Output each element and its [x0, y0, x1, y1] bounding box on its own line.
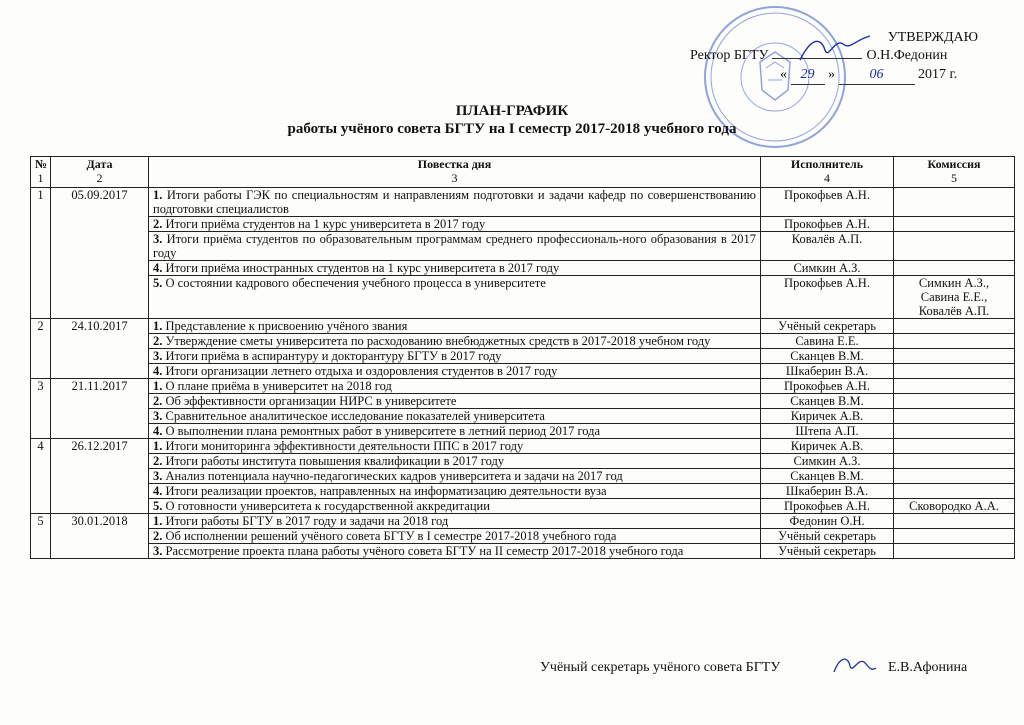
document-title: ПЛАН-ГРАФИК	[455, 103, 569, 119]
agenda-item: 1. Итоги работы ГЭК по специальностям и направлениям подготовки и задачи кафедр по совершенствованию подготовки специалистов	[149, 188, 761, 217]
table-row	[31, 334, 1015, 349]
table-row	[31, 409, 1015, 424]
table-row	[31, 439, 1015, 454]
date-quote-close: »	[828, 67, 835, 82]
executor: Прокофьев А.Н.	[761, 499, 894, 514]
commission	[894, 334, 1015, 349]
executor: Ковалёв А.П.	[761, 232, 894, 261]
meeting-date: 26.12.2017	[51, 439, 149, 514]
rector-rank: Ректор БГТУ	[690, 48, 769, 63]
commission	[894, 484, 1015, 499]
table-row	[31, 484, 1015, 499]
commission: Симкин А.З., Савина Е.Е., Ковалёв А.П.	[894, 276, 1015, 319]
meeting-number: 2	[31, 319, 51, 379]
meeting-date: 24.10.2017	[51, 319, 149, 379]
executor: Учёный секретарь	[761, 544, 894, 559]
agenda-item: 5. О состоянии кадрового обеспечения учебного процесса в университете	[149, 276, 761, 319]
agenda-item: 3. Итоги приёма студентов по образовательным программам среднего профессиональ-ного образования в 2017 году	[149, 232, 761, 261]
table-row	[31, 544, 1015, 559]
approval-month: 06	[839, 65, 915, 85]
executor: Учёный секретарь	[761, 319, 894, 334]
rector-signature	[795, 30, 875, 72]
executor: Прокофьев А.Н.	[761, 379, 894, 394]
table-row	[31, 514, 1015, 529]
table-header-row	[31, 157, 1015, 188]
executor: Прокофьев А.Н.	[761, 276, 894, 319]
agenda-item: 3. Сравнительное аналитическое исследование показателей университета	[149, 409, 761, 424]
agenda-item: 4. Итоги реализации проектов, направленных на информатизацию деятельности вуза	[149, 484, 761, 499]
agenda-item: 1. О плане приёма в университет на 2018 год	[149, 379, 761, 394]
executor: Сканцев В.М.	[761, 349, 894, 364]
header-executor: Исполнитель 4	[761, 157, 894, 188]
commission	[894, 217, 1015, 232]
commission	[894, 261, 1015, 276]
agenda-item: 4. Итоги приёма иностранных студентов на 1 курс университета в 2017 году	[149, 261, 761, 276]
meeting-number: 4	[31, 439, 51, 514]
agenda-item: 3. Анализ потенциала научно-педагогических кадров университета и задачи на 2017 год	[149, 469, 761, 484]
agenda-item: 1. Представление к присвоению учёного звания	[149, 319, 761, 334]
executor: Сканцев В.М.	[761, 469, 894, 484]
agenda-item: 2. Утверждение сметы университета по расходованию внебюджетных средств в 2017-2018 учебном году	[149, 334, 761, 349]
agenda-item: 3. Итоги приёма в аспирантуру и докторантуру БГТУ в 2017 году	[149, 349, 761, 364]
executor: Прокофьев А.Н.	[761, 217, 894, 232]
executor: Киричек А.В.	[761, 439, 894, 454]
agenda-item: 2. Итоги работы института повышения квалификации в 2017 году	[149, 454, 761, 469]
agenda-item: 4. Итоги организации летнего отдыха и оздоровления студентов в 2017 году	[149, 364, 761, 379]
commission	[894, 529, 1015, 544]
agenda-item: 5. О готовности университета к государственной аккредитации	[149, 499, 761, 514]
agenda-item: 3. Рассмотрение проекта плана работы учёного совета БГТУ на II семестр 2017-2018 учебного года	[149, 544, 761, 559]
secretary-signature-line	[540, 660, 980, 676]
agenda-item: 2. Об эффективности организации НИРС в университете	[149, 394, 761, 409]
table-row	[31, 379, 1015, 394]
table-row	[31, 454, 1015, 469]
table-row	[31, 188, 1015, 217]
executor: Симкин А.З.	[761, 261, 894, 276]
table-row	[31, 364, 1015, 379]
commission	[894, 188, 1015, 217]
executor: Киричек А.В.	[761, 409, 894, 424]
commission	[894, 349, 1015, 364]
table-row	[31, 349, 1015, 364]
table-row	[31, 499, 1015, 514]
meeting-number: 1	[31, 188, 51, 319]
commission	[894, 319, 1015, 334]
meeting-number: 3	[31, 379, 51, 439]
approval-day: 29	[791, 65, 825, 85]
approval-header: УТВЕРЖДАЮ	[887, 30, 978, 45]
header-commission: Комиссия 5	[894, 157, 1015, 188]
table-row	[31, 319, 1015, 334]
secretary-signature	[830, 652, 880, 680]
commission	[894, 469, 1015, 484]
executor: Прокофьев А.Н.	[761, 188, 894, 217]
table-row	[31, 424, 1015, 439]
header-date: Дата 2	[51, 157, 149, 188]
agenda-item: 4. О выполнении плана ремонтных работ в университете в летний период 2017 года	[149, 424, 761, 439]
approval-year: 2017 г.	[918, 67, 958, 82]
secretary-name: Е.В.Афонина	[888, 660, 968, 675]
plan-table	[30, 156, 1015, 559]
executor: Сканцев В.М.	[761, 394, 894, 409]
rector-name: О.Н.Федонин	[866, 48, 948, 63]
commission	[894, 424, 1015, 439]
commission	[894, 364, 1015, 379]
table-row	[31, 394, 1015, 409]
commission	[894, 514, 1015, 529]
header-number: № 1	[31, 157, 51, 188]
commission: Сковородко А.А.	[894, 499, 1015, 514]
executor: Федонин О.Н.	[761, 514, 894, 529]
commission	[894, 454, 1015, 469]
table-row	[31, 469, 1015, 484]
agenda-item: 1. Итоги мониторинга эффективности деятельности ППС в 2017 году	[149, 439, 761, 454]
executor: Савина Е.Е.	[761, 334, 894, 349]
table-row	[31, 276, 1015, 319]
executor: Шкаберин В.А.	[761, 484, 894, 499]
table-row	[31, 261, 1015, 276]
commission	[894, 232, 1015, 261]
meeting-date: 21.11.2017	[51, 379, 149, 439]
executor: Шкаберин В.А.	[761, 364, 894, 379]
meeting-date: 30.01.2018	[51, 514, 149, 559]
document-subtitle: работы учёного совета БГТУ на I семестр 2017-2018 учебного года	[287, 121, 737, 137]
commission	[894, 394, 1015, 409]
agenda-item: 2. Итоги приёма студентов на 1 курс университета в 2017 году	[149, 217, 761, 232]
commission	[894, 544, 1015, 559]
executor: Учёный секретарь	[761, 529, 894, 544]
meeting-number: 5	[31, 514, 51, 559]
secretary-label: Учёный секретарь учёного совета БГТУ	[540, 660, 781, 675]
executor: Штепа А.П.	[761, 424, 894, 439]
header-agenda: Повестка дня 3	[149, 157, 761, 188]
executor: Симкин А.З.	[761, 454, 894, 469]
agenda-item: 2. Об исполнении решений учёного совета БГТУ в I семестре 2017-2018 учебного года	[149, 529, 761, 544]
table-row	[31, 529, 1015, 544]
meeting-date: 05.09.2017	[51, 188, 149, 319]
table-row	[31, 217, 1015, 232]
table-row	[31, 232, 1015, 261]
agenda-item: 1. Итоги работы БГТУ в 2017 году и задачи на 2018 год	[149, 514, 761, 529]
commission	[894, 439, 1015, 454]
commission	[894, 409, 1015, 424]
commission	[894, 379, 1015, 394]
date-quote-open: «	[780, 67, 787, 82]
